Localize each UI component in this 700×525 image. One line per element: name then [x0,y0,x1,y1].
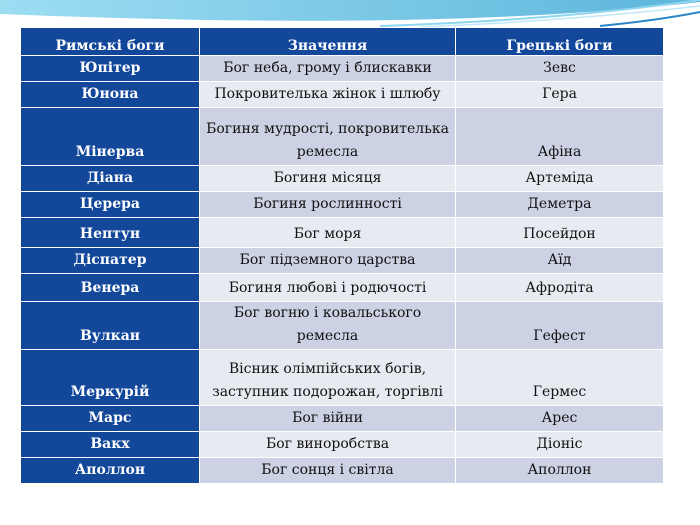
meaning-cell: Богиня місяця [200,166,456,192]
greek-god-cell: Діоніс [456,432,664,458]
meaning-cell: Бог підземного царства [200,248,456,274]
table-header-row [21,28,664,56]
greek-god-cell: Гефест [456,302,664,350]
roman-god-cell: Мінерва [21,108,200,166]
roman-god-cell: Меркурій [21,350,200,406]
roman-god-cell: Церера [21,192,200,218]
meaning-cell: Вісник олімпійських богів, заступник подорожан, торгівлі [200,350,456,406]
roman-god-cell: Діспатер [21,248,200,274]
greek-god-cell: Арес [456,406,664,432]
table-row [21,82,664,108]
greek-god-cell: Артеміда [456,166,664,192]
greek-god-cell: Афродіта [456,274,664,302]
table-row [21,166,664,192]
table-row [21,248,664,274]
table-row [21,432,664,458]
meaning-cell: Бог виноробства [200,432,456,458]
meaning-cell: Бог неба, грому і блискавки [200,56,456,82]
roman-god-cell: Вакх [21,432,200,458]
table-row [21,302,664,350]
table-row [21,406,664,432]
greek-god-cell: Гера [456,82,664,108]
meaning-cell: Бог війни [200,406,456,432]
meaning-cell: Богиня любові і родючості [200,274,456,302]
roman-god-cell: Вулкан [21,302,200,350]
header-greek-gods: Грецькі боги [456,28,664,56]
gods-table [20,27,664,484]
meaning-cell: Бог вогню і ковальського ремесла [200,302,456,350]
roman-god-cell: Діана [21,166,200,192]
meaning-cell: Покровителька жінок і шлюбу [200,82,456,108]
greek-god-cell: Посейдон [456,218,664,248]
meaning-cell: Богиня мудрості, покровителька ремесла [200,108,456,166]
table-row [21,192,664,218]
meaning-cell: Бог сонця і світла [200,458,456,484]
roman-god-cell: Юнона [21,82,200,108]
table-row [21,274,664,302]
table-row [21,458,664,484]
greek-god-cell: Деметра [456,192,664,218]
roman-god-cell: Нептун [21,218,200,248]
table-row [21,56,664,82]
greek-god-cell: Гермес [456,350,664,406]
greek-god-cell: Афіна [456,108,664,166]
greek-god-cell: Аїд [456,248,664,274]
table-row [21,350,664,406]
roman-god-cell: Юпітер [21,56,200,82]
greek-god-cell: Зевс [456,56,664,82]
roman-god-cell: Венера [21,274,200,302]
table-row [21,108,664,166]
table-row [21,218,664,248]
meaning-cell: Богиня рослинності [200,192,456,218]
roman-god-cell: Марс [21,406,200,432]
greek-god-cell: Аполлон [456,458,664,484]
header-meaning: Значення [200,28,456,56]
header-roman-gods: Римські боги [21,28,200,56]
roman-god-cell: Аполлон [21,458,200,484]
meaning-cell: Бог моря [200,218,456,248]
